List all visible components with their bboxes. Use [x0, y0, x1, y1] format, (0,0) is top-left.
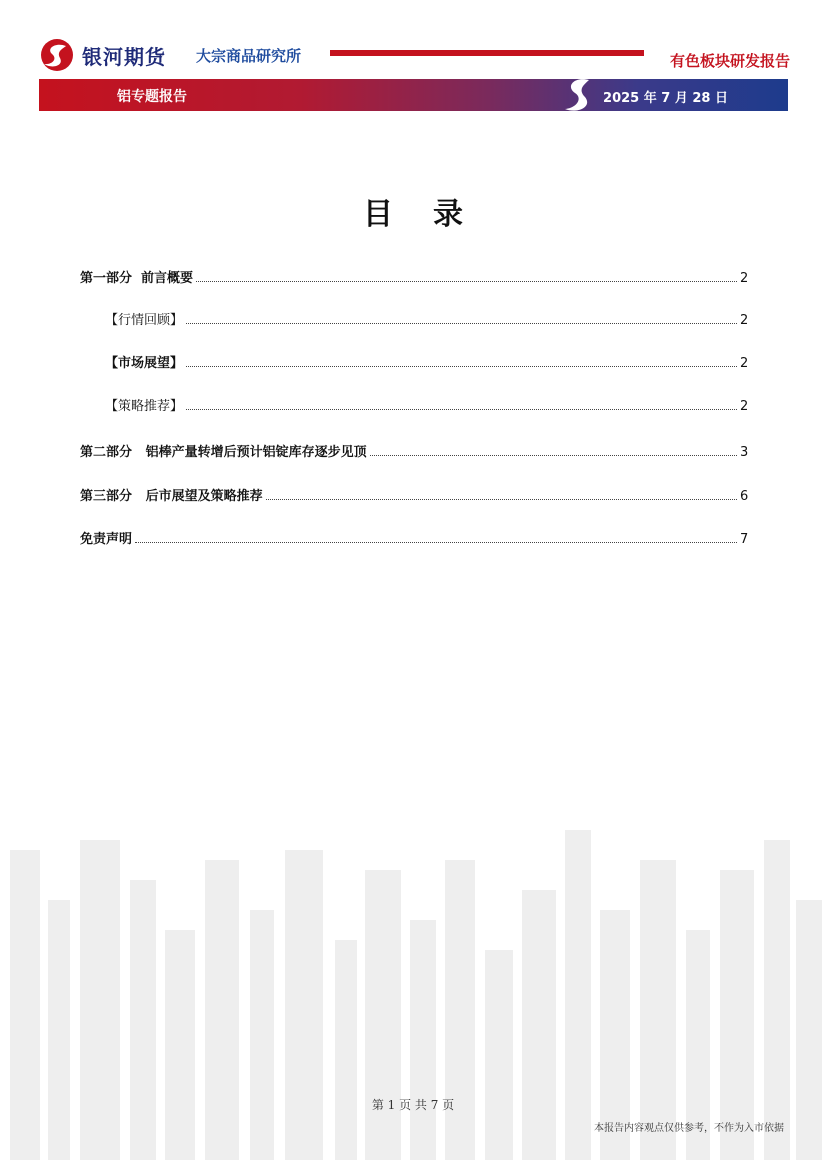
toc-leader	[135, 542, 737, 543]
toc-item-label: 第二部分 铝棒产量转增后预计铝锭库存逐步见顶	[80, 445, 367, 460]
toc-leader	[196, 281, 737, 282]
header-divider	[330, 50, 644, 56]
disclaimer: 本报告内容观点仅供参考，不作为入市依据	[594, 1123, 784, 1134]
toc-item-page: 6	[740, 489, 749, 504]
toc-leader	[186, 323, 737, 324]
toc-leader	[186, 366, 737, 367]
toc-leader	[186, 409, 737, 410]
swoosh-icon	[559, 77, 599, 113]
toc-item-label: 【行情回顾】	[105, 313, 184, 328]
toc-item[interactable]	[105, 394, 748, 414]
toc-item-page: 2	[740, 356, 749, 371]
toc-leader	[266, 499, 737, 500]
toc-item-page: 3	[740, 445, 749, 460]
toc-item[interactable]	[80, 527, 748, 547]
toc-title: 目录	[363, 197, 503, 232]
toc-item-label: 第一部分 前言概要	[80, 271, 194, 286]
toc-item-label: 第三部分 后市展望及策略推荐	[80, 489, 263, 504]
toc-item-page: 2	[740, 271, 749, 286]
sector-title: 有色板块研发报告	[669, 52, 790, 70]
toc-item[interactable]	[80, 484, 748, 504]
toc-item-page: 2	[740, 313, 749, 328]
institute-name: 大宗商品研究所	[196, 47, 302, 65]
report-type: 铝专题报告	[117, 89, 187, 105]
toc-item[interactable]	[80, 266, 748, 286]
toc-item-label: 【策略推荐】	[105, 399, 184, 414]
report-date: 2025 年 7 月 28 日	[603, 91, 728, 106]
page-indicator: 第 1 页 共 7 页	[371, 1098, 455, 1112]
toc-item-page: 7	[740, 532, 749, 547]
toc-item-label: 【市场展望】	[105, 356, 184, 371]
toc-item[interactable]	[80, 440, 748, 460]
galaxy-logo-icon	[38, 38, 78, 72]
toc-item[interactable]	[105, 351, 748, 371]
header-band	[39, 79, 788, 111]
toc-item[interactable]	[105, 308, 748, 328]
toc-item-label: 免责声明	[80, 532, 133, 547]
toc-item-page: 2	[740, 399, 749, 414]
brand-name: 银河期货	[82, 45, 166, 69]
toc-leader	[370, 455, 737, 456]
